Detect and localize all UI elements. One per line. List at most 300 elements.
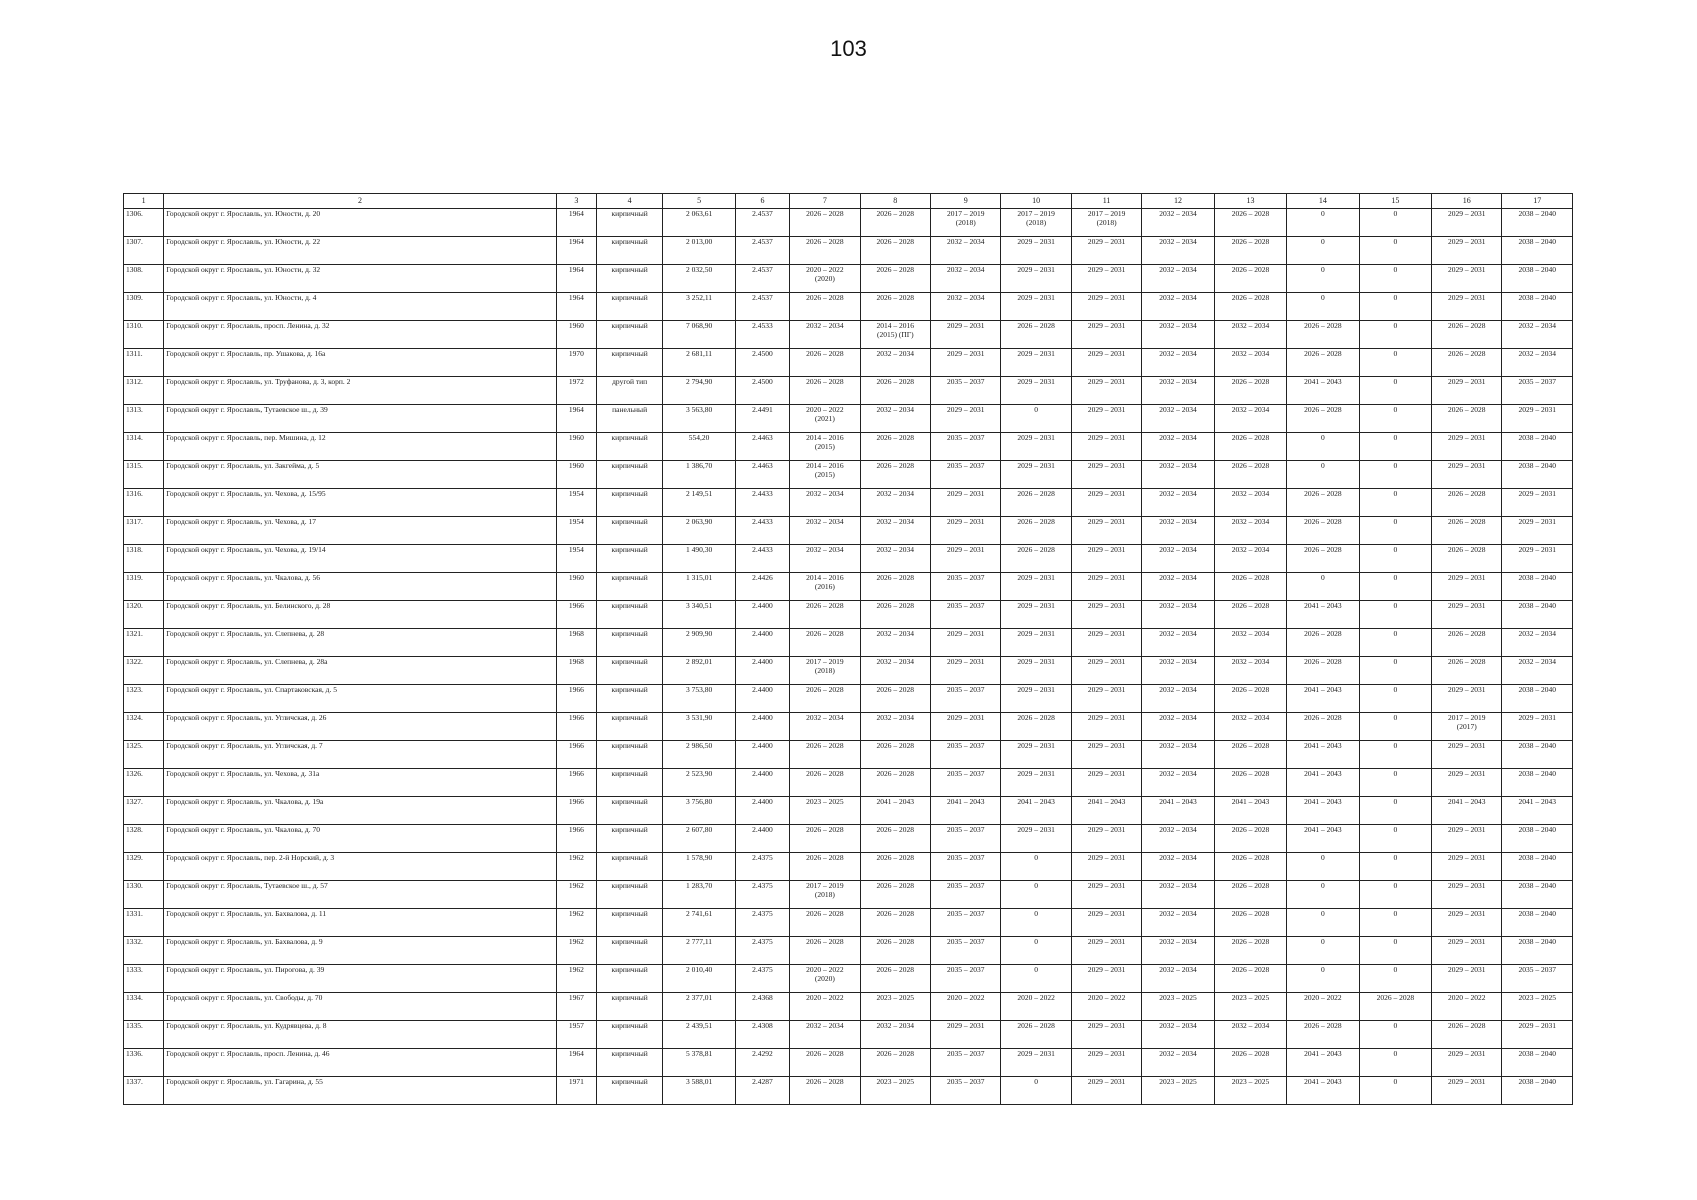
table-cell: 2032 – 2034 [1142, 825, 1214, 853]
table-cell: 2029 – 2031 [930, 713, 1000, 741]
table-cell: 2014 – 2016 (2015) [790, 461, 860, 489]
table-cell: 2.4400 [735, 657, 789, 685]
table-cell: 2032 – 2034 [1142, 573, 1214, 601]
table-cell: 2029 – 2031 [1502, 545, 1573, 573]
row-number-cell: 1322. [124, 657, 164, 685]
table-cell: 0 [1359, 237, 1431, 265]
table-cell: 3 531,90 [663, 713, 735, 741]
table-cell: 2023 – 2025 [1502, 993, 1573, 1021]
table-cell: 0 [1359, 545, 1431, 573]
table-cell: 2029 – 2031 [1001, 825, 1071, 853]
table-cell: 2029 – 2031 [1001, 461, 1071, 489]
table-cell: 3 563,80 [663, 405, 735, 433]
table-cell: 2041 – 2043 [1071, 797, 1141, 825]
table-cell: 2035 – 2037 [930, 573, 1000, 601]
table-cell: 2026 – 2028 [860, 685, 930, 713]
table-cell: 2.4375 [735, 965, 789, 993]
table-cell: 2026 – 2028 [1287, 545, 1359, 573]
table-row [124, 461, 1573, 489]
table-cell: 2032 – 2034 [1214, 489, 1286, 517]
table-cell: кирпичный [596, 937, 662, 965]
table-cell: 2026 – 2028 [1432, 545, 1502, 573]
table-cell: 0 [1359, 825, 1431, 853]
table-cell: кирпичный [596, 461, 662, 489]
row-number-cell: 1313. [124, 405, 164, 433]
table-cell: 2032 – 2034 [1142, 377, 1214, 405]
table-cell: 2041 – 2043 [1142, 797, 1214, 825]
address-cell: Городской округ г. Ярославль, ул. Бахвалова, д. 9 [164, 937, 556, 965]
table-row [124, 769, 1573, 797]
table-cell: 2026 – 2028 [790, 825, 860, 853]
table-cell: 2035 – 2037 [930, 909, 1000, 937]
table-cell: 2029 – 2031 [1432, 433, 1502, 461]
table-cell: 2029 – 2031 [1432, 1077, 1502, 1105]
table-row [124, 377, 1573, 405]
row-number-cell: 1309. [124, 293, 164, 321]
table-row [124, 1077, 1573, 1105]
table-cell: 2026 – 2028 [860, 601, 930, 629]
table-cell: 2023 – 2025 [790, 797, 860, 825]
table-cell: 2032 – 2034 [790, 1021, 860, 1049]
table-cell: 0 [1359, 1049, 1431, 1077]
table-row [124, 1049, 1573, 1077]
table-cell: 2029 – 2031 [1432, 685, 1502, 713]
table-cell: 1962 [556, 853, 596, 881]
table-cell: 1966 [556, 797, 596, 825]
table-cell: 0 [1359, 573, 1431, 601]
table-cell: кирпичный [596, 237, 662, 265]
table-cell: кирпичный [596, 769, 662, 797]
table-row [124, 601, 1573, 629]
table-cell: 2035 – 2037 [930, 937, 1000, 965]
table-cell: кирпичный [596, 601, 662, 629]
table-cell: 2 439,51 [663, 1021, 735, 1049]
table-cell: 1962 [556, 937, 596, 965]
table-cell: 2026 – 2028 [1214, 909, 1286, 937]
address-cell: Городской округ г. Ярославль, пер. Мишина, д. 12 [164, 433, 556, 461]
table-cell: 2026 – 2028 [860, 377, 930, 405]
column-header: 7 [790, 194, 860, 209]
table-cell: 2026 – 2028 [1214, 209, 1286, 237]
table-cell: 0 [1359, 461, 1431, 489]
table-cell: 2029 – 2031 [1432, 601, 1502, 629]
table-cell: 2029 – 2031 [1432, 881, 1502, 909]
table-cell: 2029 – 2031 [1432, 377, 1502, 405]
table-cell: 2.4533 [735, 321, 789, 349]
table-cell: 0 [1359, 377, 1431, 405]
table-cell: 2 794,90 [663, 377, 735, 405]
address-cell: Городской округ г. Ярославль, ул. Угличская, д. 26 [164, 713, 556, 741]
table-cell: 2029 – 2031 [1502, 405, 1573, 433]
table-cell: 2038 – 2040 [1502, 741, 1573, 769]
table-cell: 2029 – 2031 [1001, 741, 1071, 769]
table-cell: 2029 – 2031 [1001, 601, 1071, 629]
table-cell: 2032 – 2034 [1142, 937, 1214, 965]
table-cell: 2026 – 2028 [1432, 1021, 1502, 1049]
table-cell: 2035 – 2037 [1502, 377, 1573, 405]
table-cell: 2029 – 2031 [1001, 349, 1071, 377]
table-cell: 1966 [556, 769, 596, 797]
table-cell: 1962 [556, 881, 596, 909]
table-cell: 2035 – 2037 [930, 1077, 1000, 1105]
table-cell: 0 [1001, 1077, 1071, 1105]
address-cell: Городской округ г. Ярославль, ул. Гагарина, д. 55 [164, 1077, 556, 1105]
table-cell: 2017 – 2019 (2017) [1432, 713, 1502, 741]
table-cell: 2026 – 2028 [1214, 433, 1286, 461]
address-cell: Городской округ г. Ярославль, просп. Ленина, д. 46 [164, 1049, 556, 1077]
table-cell: 2.4368 [735, 993, 789, 1021]
table-cell: 1967 [556, 993, 596, 1021]
table-cell: кирпичный [596, 993, 662, 1021]
table-cell: 2035 – 2037 [930, 601, 1000, 629]
table-cell: 2032 – 2034 [1142, 1021, 1214, 1049]
table-cell: 2035 – 2037 [930, 685, 1000, 713]
table-cell: 2032 – 2034 [1142, 965, 1214, 993]
table-cell: 1964 [556, 265, 596, 293]
table-row [124, 713, 1573, 741]
table-row [124, 517, 1573, 545]
table-cell: 2029 – 2031 [1432, 769, 1502, 797]
table-cell: 2026 – 2028 [1214, 461, 1286, 489]
table-cell: 2032 – 2034 [860, 657, 930, 685]
table-cell: 0 [1359, 1077, 1431, 1105]
table-cell: 1 490,30 [663, 545, 735, 573]
table-row [124, 825, 1573, 853]
table-cell: 2.4308 [735, 1021, 789, 1049]
table-cell: 2029 – 2031 [1071, 349, 1141, 377]
table-row [124, 629, 1573, 657]
table-cell: 2 741,61 [663, 909, 735, 937]
table-cell: 2029 – 2031 [1432, 265, 1502, 293]
table-cell: 2032 – 2034 [860, 1021, 930, 1049]
column-header: 1 [124, 194, 164, 209]
table-cell: 2032 – 2034 [1142, 545, 1214, 573]
table-cell: 2029 – 2031 [1071, 769, 1141, 797]
table-cell: 2029 – 2031 [1432, 937, 1502, 965]
table-cell: 2032 – 2034 [790, 713, 860, 741]
table-row [124, 741, 1573, 769]
table-cell: 0 [1359, 349, 1431, 377]
table-cell: 2035 – 2037 [930, 825, 1000, 853]
table-cell: 0 [1359, 433, 1431, 461]
table-cell: 1960 [556, 321, 596, 349]
table-cell: 2032 – 2034 [790, 517, 860, 545]
table-cell: 2032 – 2034 [1142, 517, 1214, 545]
table-cell: другой тип [596, 377, 662, 405]
row-number-cell: 1310. [124, 321, 164, 349]
row-number-cell: 1320. [124, 601, 164, 629]
table-cell: 2041 – 2043 [1287, 741, 1359, 769]
table-cell: 2029 – 2031 [1432, 573, 1502, 601]
table-cell: 0 [1359, 853, 1431, 881]
column-header: 11 [1071, 194, 1141, 209]
table-cell: 0 [1001, 853, 1071, 881]
table-cell: кирпичный [596, 629, 662, 657]
table-cell: 0 [1359, 209, 1431, 237]
table-cell: 2026 – 2028 [860, 965, 930, 993]
table-cell: 2032 – 2034 [860, 629, 930, 657]
table-cell: 2029 – 2031 [1071, 629, 1141, 657]
table-cell: 2 032,50 [663, 265, 735, 293]
table-row [124, 965, 1573, 993]
table-cell: 0 [1359, 769, 1431, 797]
table-cell: 2029 – 2031 [1502, 489, 1573, 517]
table-cell: 2029 – 2031 [930, 657, 1000, 685]
table-cell: 2032 – 2034 [1142, 209, 1214, 237]
table-cell: 2032 – 2034 [1214, 629, 1286, 657]
table-cell: 2026 – 2028 [1214, 573, 1286, 601]
table-cell: 0 [1001, 881, 1071, 909]
table-cell: 2 063,61 [663, 209, 735, 237]
table-cell: 2026 – 2028 [1432, 405, 1502, 433]
table-cell: 2017 – 2019 (2018) [1001, 209, 1071, 237]
table-cell: 0 [1359, 405, 1431, 433]
table-cell: 2029 – 2031 [1071, 489, 1141, 517]
table-cell: 2029 – 2031 [1432, 741, 1502, 769]
table-cell: 2026 – 2028 [790, 209, 860, 237]
table-cell: 2026 – 2028 [790, 741, 860, 769]
column-header: 12 [1142, 194, 1214, 209]
table-cell: 2029 – 2031 [930, 321, 1000, 349]
table-cell: 2026 – 2028 [1359, 993, 1431, 1021]
table-cell: 2026 – 2028 [1214, 965, 1286, 993]
table-cell: кирпичный [596, 209, 662, 237]
table-cell: 2 909,90 [663, 629, 735, 657]
address-cell: Городской округ г. Ярославль, ул. Чехова, д. 31а [164, 769, 556, 797]
table-cell: 2.4426 [735, 573, 789, 601]
row-number-cell: 1333. [124, 965, 164, 993]
table-cell: 2 523,90 [663, 769, 735, 797]
table-cell: 2032 – 2034 [1142, 769, 1214, 797]
row-number-cell: 1308. [124, 265, 164, 293]
table-cell: 2029 – 2031 [930, 1021, 1000, 1049]
table-cell: 2032 – 2034 [860, 713, 930, 741]
table-row [124, 1021, 1573, 1049]
table-cell: 2026 – 2028 [860, 853, 930, 881]
table-cell: 2032 – 2034 [1214, 321, 1286, 349]
table-cell: 2029 – 2031 [930, 405, 1000, 433]
table-cell: 2038 – 2040 [1502, 769, 1573, 797]
table-cell: 2038 – 2040 [1502, 601, 1573, 629]
table-row [124, 293, 1573, 321]
table-cell: 0 [1359, 1021, 1431, 1049]
table-cell: 2029 – 2031 [1071, 601, 1141, 629]
table-cell: 2029 – 2031 [1432, 965, 1502, 993]
table-cell: 554,20 [663, 433, 735, 461]
table-cell: 2026 – 2028 [860, 769, 930, 797]
table-cell: 3 252,11 [663, 293, 735, 321]
table-cell: 3 756,80 [663, 797, 735, 825]
table-cell: 2029 – 2031 [1001, 769, 1071, 797]
table-cell: 0 [1287, 433, 1359, 461]
table-cell: 7 068,90 [663, 321, 735, 349]
table-cell: 1964 [556, 237, 596, 265]
table-cell: 2020 – 2022 [1432, 993, 1502, 1021]
table-cell: 2029 – 2031 [1071, 237, 1141, 265]
table-cell: 1964 [556, 209, 596, 237]
table-cell: кирпичный [596, 825, 662, 853]
table-cell: 2029 – 2031 [1071, 405, 1141, 433]
table-cell: 0 [1359, 629, 1431, 657]
table-cell: кирпичный [596, 881, 662, 909]
table-cell: кирпичный [596, 909, 662, 937]
table-cell: 2026 – 2028 [790, 629, 860, 657]
table-cell: 1964 [556, 293, 596, 321]
table-cell: 2032 – 2034 [1214, 1021, 1286, 1049]
table-cell: 2035 – 2037 [930, 965, 1000, 993]
table-cell: 2026 – 2028 [1287, 349, 1359, 377]
address-cell: Городской округ г. Ярославль, пр. Ушакова, д. 16а [164, 349, 556, 377]
table-cell: 2029 – 2031 [1001, 265, 1071, 293]
table-cell: 2026 – 2028 [860, 909, 930, 937]
address-cell: Городской округ г. Ярославль, просп. Ленина, д. 32 [164, 321, 556, 349]
table-cell: 0 [1359, 489, 1431, 517]
table-cell: 2020 – 2022 [1071, 993, 1141, 1021]
table-cell: кирпичный [596, 965, 662, 993]
table-cell: 0 [1359, 601, 1431, 629]
table-cell: 0 [1359, 881, 1431, 909]
table-cell: 2020 – 2022 [930, 993, 1000, 1021]
table-cell: кирпичный [596, 265, 662, 293]
table-cell: 2029 – 2031 [1071, 321, 1141, 349]
table-cell: 2026 – 2028 [860, 433, 930, 461]
table-cell: 0 [1359, 797, 1431, 825]
table-cell: 2023 – 2025 [1142, 1077, 1214, 1105]
row-number-cell: 1326. [124, 769, 164, 797]
table-cell: 1957 [556, 1021, 596, 1049]
table-cell: 2029 – 2031 [1071, 853, 1141, 881]
table-cell: 1962 [556, 909, 596, 937]
row-number-cell: 1331. [124, 909, 164, 937]
table-cell: 2.4537 [735, 293, 789, 321]
table-cell: 2.4400 [735, 629, 789, 657]
table-cell: 0 [1287, 965, 1359, 993]
table-cell: 2032 – 2034 [1142, 461, 1214, 489]
table-cell: 2014 – 2016 (2015) [790, 433, 860, 461]
row-number-cell: 1334. [124, 993, 164, 1021]
table-cell: 0 [1359, 265, 1431, 293]
address-cell: Городской округ г. Ярославль, ул. Пирогова, д. 39 [164, 965, 556, 993]
table-cell: 2029 – 2031 [1001, 657, 1071, 685]
row-number-cell: 1323. [124, 685, 164, 713]
table-cell: 2029 – 2031 [930, 629, 1000, 657]
table-cell: 1 386,70 [663, 461, 735, 489]
table-cell: 2029 – 2031 [1071, 545, 1141, 573]
table-cell: 0 [1287, 937, 1359, 965]
table-cell: 2020 – 2022 [790, 993, 860, 1021]
row-number-cell: 1335. [124, 1021, 164, 1049]
table-cell: 0 [1287, 237, 1359, 265]
table-cell: 2041 – 2043 [1432, 797, 1502, 825]
table-cell: 2032 – 2034 [1214, 545, 1286, 573]
table-cell: 0 [1287, 293, 1359, 321]
table-cell: 2026 – 2028 [1214, 881, 1286, 909]
row-number-cell: 1307. [124, 237, 164, 265]
address-cell: Городской округ г. Ярославль, ул. Чкалова, д. 70 [164, 825, 556, 853]
address-cell: Городской округ г. Ярославль, ул. Слепнева, д. 28 [164, 629, 556, 657]
table-cell: 2026 – 2028 [1214, 265, 1286, 293]
table-cell: 2041 – 2043 [1001, 797, 1071, 825]
table-cell: 2032 – 2034 [1142, 1049, 1214, 1077]
table-cell: 0 [1359, 321, 1431, 349]
table-cell: 2.4400 [735, 825, 789, 853]
table-cell: 2032 – 2034 [1142, 629, 1214, 657]
table-cell: 2026 – 2028 [1287, 629, 1359, 657]
table-cell: 2041 – 2043 [860, 797, 930, 825]
row-number-cell: 1327. [124, 797, 164, 825]
table-cell: 2029 – 2031 [1001, 377, 1071, 405]
table-cell: 2029 – 2031 [1071, 685, 1141, 713]
table-cell: 1971 [556, 1077, 596, 1105]
table-row [124, 209, 1573, 237]
table-cell: 2 892,01 [663, 657, 735, 685]
table-cell: 0 [1287, 209, 1359, 237]
table-cell: 1 283,70 [663, 881, 735, 909]
table-cell: 2029 – 2031 [1071, 573, 1141, 601]
table-cell: 0 [1359, 741, 1431, 769]
table-cell: 2.4375 [735, 881, 789, 909]
row-number-cell: 1318. [124, 545, 164, 573]
table-cell: 2026 – 2028 [790, 909, 860, 937]
table-cell: 2032 – 2034 [1142, 321, 1214, 349]
table-cell: 2032 – 2034 [1214, 349, 1286, 377]
table-cell: 2038 – 2040 [1502, 937, 1573, 965]
table-cell: 2029 – 2031 [1432, 909, 1502, 937]
address-cell: Городской округ г. Ярославль, ул. Юности, д. 4 [164, 293, 556, 321]
table-body [124, 209, 1573, 1105]
table-cell: 2029 – 2031 [1001, 237, 1071, 265]
address-cell: Городской округ г. Ярославль, ул. Угличская, д. 7 [164, 741, 556, 769]
table-cell: 0 [1001, 965, 1071, 993]
address-cell: Городской округ г. Ярославль, ул. Юности, д. 20 [164, 209, 556, 237]
table-cell: 2038 – 2040 [1502, 265, 1573, 293]
table-cell: кирпичный [596, 797, 662, 825]
table-cell: 2 986,50 [663, 741, 735, 769]
table-row [124, 993, 1573, 1021]
row-number-cell: 1311. [124, 349, 164, 377]
table-cell: 2026 – 2028 [860, 1049, 930, 1077]
table-cell: 2026 – 2028 [1214, 937, 1286, 965]
address-cell: Городской округ г. Ярославль, ул. Белинского, д. 28 [164, 601, 556, 629]
table-cell: 2026 – 2028 [1001, 321, 1071, 349]
table-row [124, 545, 1573, 573]
table-cell: 2032 – 2034 [1142, 713, 1214, 741]
address-cell: Городской округ г. Ярославль, ул. Юности, д. 32 [164, 265, 556, 293]
table-cell: 2026 – 2028 [1214, 769, 1286, 797]
table-cell: 2041 – 2043 [1502, 797, 1573, 825]
table-cell: 1954 [556, 545, 596, 573]
table-cell: 2026 – 2028 [1287, 1021, 1359, 1049]
table-row [124, 237, 1573, 265]
table-cell: 2.4287 [735, 1077, 789, 1105]
table-row [124, 349, 1573, 377]
table-cell: 2 013,00 [663, 237, 735, 265]
table-cell: 0 [1287, 909, 1359, 937]
table-cell: 2026 – 2028 [860, 265, 930, 293]
table-cell: 2029 – 2031 [1071, 517, 1141, 545]
table-cell: 2035 – 2037 [930, 377, 1000, 405]
address-cell: Городской округ г. Ярославль, пер. 2-й Норский, д. 3 [164, 853, 556, 881]
table-cell: 2032 – 2034 [1142, 265, 1214, 293]
row-number-cell: 1336. [124, 1049, 164, 1077]
table-cell: 2026 – 2028 [790, 853, 860, 881]
table-cell: 2029 – 2031 [1001, 573, 1071, 601]
table-cell: 2 149,51 [663, 489, 735, 517]
table-row [124, 489, 1573, 517]
table-cell: 2029 – 2031 [1502, 517, 1573, 545]
table-cell: 2026 – 2028 [1214, 601, 1286, 629]
table-cell: 2026 – 2028 [860, 573, 930, 601]
